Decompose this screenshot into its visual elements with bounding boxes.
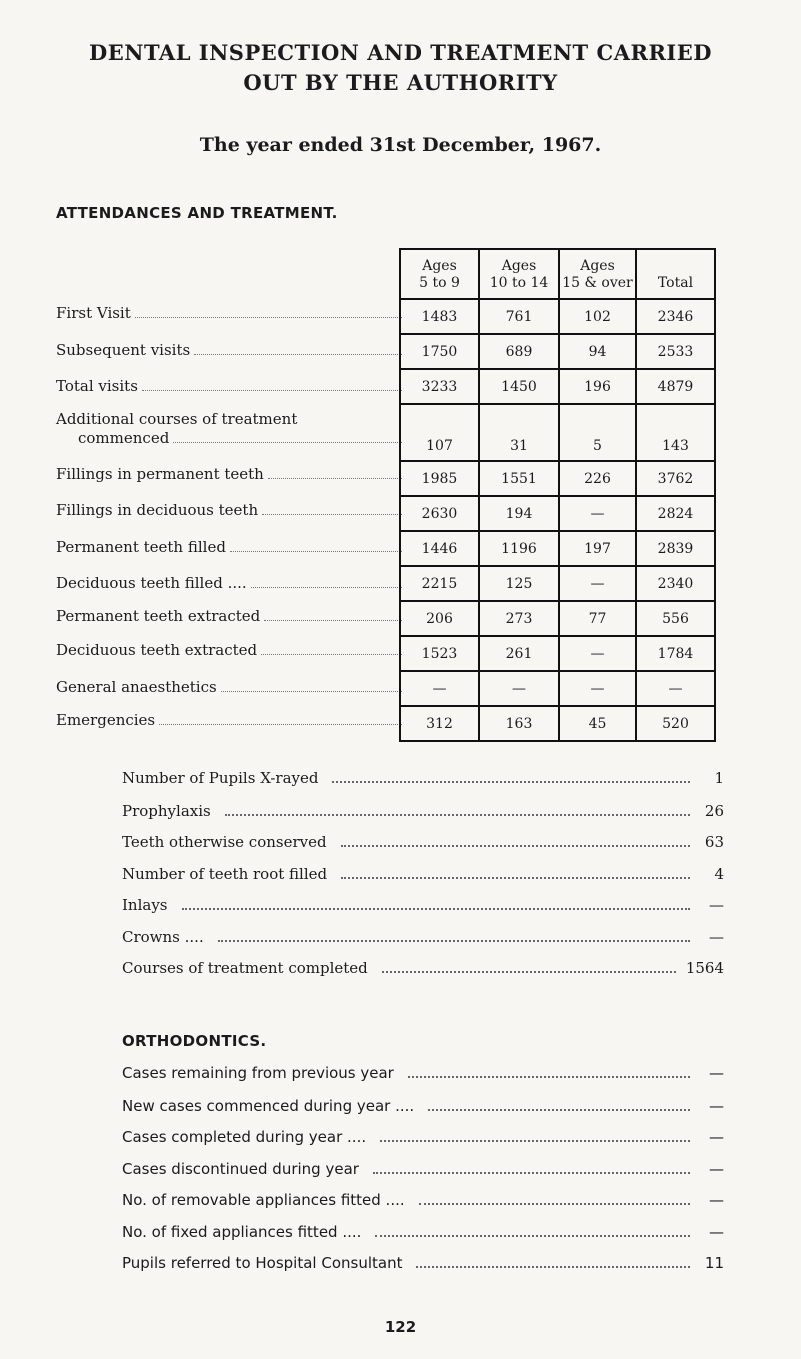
table-cell: 77 bbox=[559, 601, 636, 636]
table-cell: 2630 bbox=[400, 496, 479, 531]
table-header-row bbox=[400, 249, 715, 299]
table-cell: 1446 bbox=[400, 531, 479, 566]
list-item: Cases completed during year .... — bbox=[122, 1128, 724, 1146]
column-header: Total bbox=[636, 249, 715, 299]
row-label: General anaesthetics bbox=[56, 678, 402, 696]
table-cell: 2346 bbox=[636, 299, 715, 334]
row-label: commenced bbox=[78, 429, 402, 447]
list-item: Number of Pupils X-rayed 1 bbox=[122, 769, 724, 787]
table-row bbox=[400, 369, 715, 404]
table-cell: 1784 bbox=[636, 636, 715, 671]
table-cell: 1523 bbox=[400, 636, 479, 671]
table-row bbox=[400, 496, 715, 531]
table-cell: — bbox=[559, 671, 636, 706]
list-item: Cases discontinued during year — bbox=[122, 1160, 724, 1178]
table-cell: 761 bbox=[479, 299, 559, 334]
list-item: No. of fixed appliances fitted .... — bbox=[122, 1223, 724, 1241]
attendances-table bbox=[399, 248, 716, 742]
table-cell: 226 bbox=[559, 461, 636, 496]
table-cell: 45 bbox=[559, 706, 636, 741]
page-number: 122 bbox=[384, 1318, 417, 1336]
report-title-line1: DENTAL INSPECTION AND TREATMENT CARRIED bbox=[89, 40, 712, 65]
row-label: First Visit bbox=[56, 304, 402, 322]
table-cell: 2215 bbox=[400, 566, 479, 601]
table-cell: 2533 bbox=[636, 334, 715, 369]
table-cell: — bbox=[636, 671, 715, 706]
table-cell: — bbox=[400, 671, 479, 706]
row-label: Permanent teeth filled bbox=[56, 538, 402, 556]
row-label: Subsequent visits bbox=[56, 341, 402, 359]
list-item: Teeth otherwise conserved 63 bbox=[122, 833, 724, 851]
table-cell: 102 bbox=[559, 299, 636, 334]
table-cell: 4879 bbox=[636, 369, 715, 404]
table-row bbox=[400, 566, 715, 601]
row-label: Fillings in deciduous teeth bbox=[56, 501, 402, 519]
table-cell: 556 bbox=[636, 601, 715, 636]
list-item: Courses of treatment completed 1564 bbox=[122, 959, 724, 977]
table-row bbox=[400, 461, 715, 496]
row-label: Fillings in permanent teeth bbox=[56, 465, 402, 483]
table-row bbox=[400, 334, 715, 369]
table-row bbox=[400, 404, 715, 461]
table-cell: 1483 bbox=[400, 299, 479, 334]
table-cell: 1551 bbox=[479, 461, 559, 496]
list-item: Number of teeth root filled 4 bbox=[122, 865, 724, 883]
row-label: Permanent teeth extracted bbox=[56, 607, 402, 625]
table-cell: 2824 bbox=[636, 496, 715, 531]
table-row bbox=[400, 531, 715, 566]
table-cell: — bbox=[559, 636, 636, 671]
row-label: Emergencies bbox=[56, 711, 402, 729]
list-item: New cases commenced during year .... — bbox=[122, 1097, 724, 1115]
table-cell: 2340 bbox=[636, 566, 715, 601]
table-row bbox=[400, 601, 715, 636]
table-cell: 194 bbox=[479, 496, 559, 531]
table-cell: 689 bbox=[479, 334, 559, 369]
row-label: Total visits bbox=[56, 377, 402, 395]
report-subtitle: The year ended 31st December, 1967. bbox=[199, 134, 602, 156]
table-cell: 3233 bbox=[400, 369, 479, 404]
column-header: Ages 5 to 9 bbox=[400, 249, 479, 299]
list-item: Prophylaxis 26 bbox=[122, 802, 724, 820]
table-cell: 2839 bbox=[636, 531, 715, 566]
table-row bbox=[400, 299, 715, 334]
list-item: Pupils referred to Hospital Consultant 11 bbox=[122, 1254, 724, 1272]
list-item: Crowns .... — bbox=[122, 928, 724, 946]
table-row bbox=[400, 706, 715, 741]
table-cell: 143 bbox=[636, 404, 715, 461]
column-header: Ages 15 & over bbox=[559, 249, 636, 299]
table-cell: 3762 bbox=[636, 461, 715, 496]
table-row bbox=[400, 671, 715, 706]
table-cell: 197 bbox=[559, 531, 636, 566]
row-label: Deciduous teeth extracted bbox=[56, 641, 402, 659]
table-cell: 1196 bbox=[479, 531, 559, 566]
table-cell: 196 bbox=[559, 369, 636, 404]
table-cell: 520 bbox=[636, 706, 715, 741]
table-cell: 312 bbox=[400, 706, 479, 741]
table-cell: 107 bbox=[400, 404, 479, 461]
table-cell: — bbox=[559, 566, 636, 601]
table-cell: — bbox=[479, 671, 559, 706]
table-cell: 273 bbox=[479, 601, 559, 636]
report-title-line2: OUT BY THE AUTHORITY bbox=[243, 70, 558, 95]
list-item: Inlays — bbox=[122, 896, 724, 914]
list-item: No. of removable appliances fitted .... — bbox=[122, 1191, 724, 1209]
table-cell: 1750 bbox=[400, 334, 479, 369]
table-cell: 94 bbox=[559, 334, 636, 369]
table-cell: 5 bbox=[559, 404, 636, 461]
table-cell: 206 bbox=[400, 601, 479, 636]
orthodontics-heading: ORTHODONTICS. bbox=[122, 1032, 267, 1050]
row-label-line1: Additional courses of treatment bbox=[56, 410, 298, 428]
table-cell: 125 bbox=[479, 566, 559, 601]
row-label: Deciduous teeth filled .... bbox=[56, 574, 402, 592]
table-cell: 1450 bbox=[479, 369, 559, 404]
table-row bbox=[400, 636, 715, 671]
list-item: Cases remaining from previous year — bbox=[122, 1064, 724, 1082]
table-cell: — bbox=[559, 496, 636, 531]
attendances-heading: ATTENDANCES AND TREATMENT. bbox=[56, 204, 338, 222]
column-header: Ages 10 to 14 bbox=[479, 249, 559, 299]
table-cell: 163 bbox=[479, 706, 559, 741]
table-cell: 31 bbox=[479, 404, 559, 461]
table-cell: 261 bbox=[479, 636, 559, 671]
table-cell: 1985 bbox=[400, 461, 479, 496]
